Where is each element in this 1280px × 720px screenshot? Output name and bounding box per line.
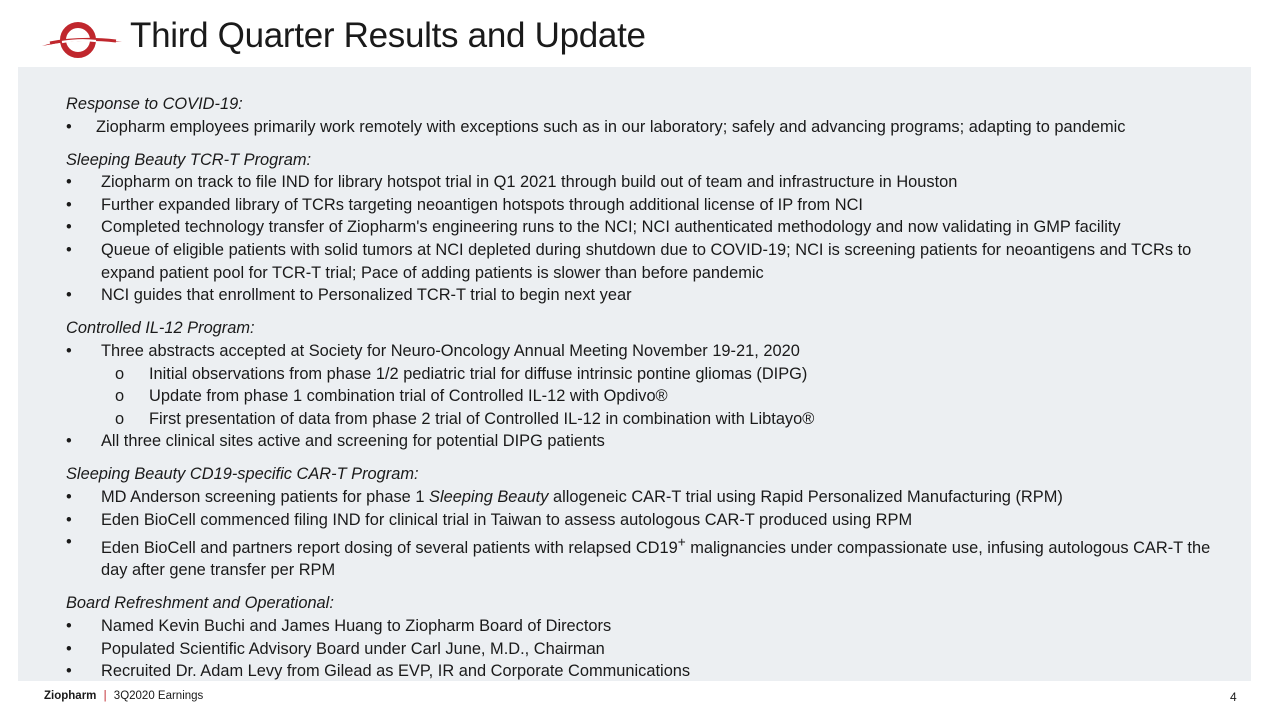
bullet-text bbox=[101, 488, 1063, 506]
bullet-text: NCI guides that enrollment to Personalized TCR-T trial to begin next year bbox=[101, 286, 632, 305]
sub-bullet-item bbox=[66, 408, 1236, 431]
bullet-text: Populated Scientific Advisory Board under Carl June, M.D., Chairman bbox=[101, 639, 605, 658]
bullet-text-part: Eden BioCell and partners report dosing of several patients with relapsed CD19 bbox=[101, 538, 678, 557]
section-il12 bbox=[66, 317, 1236, 453]
footer bbox=[44, 690, 203, 702]
bullet-text bbox=[101, 534, 1211, 580]
section-heading: Sleeping Beauty CD19-specific CAR-T Program: bbox=[66, 465, 419, 484]
bullet-text: Queue of eligible patients with solid tumors at NCI depleted during shutdown due to COVID-19; NCI is screening patients for neoantigens and TCRs to expand patient pool for TCR-T trial; Pace of adding patients is slower than before pandemic bbox=[101, 241, 1192, 282]
bullet-text: Eden BioCell commenced filing IND for clinical trial in Taiwan to assess autologous CAR-T produced using RPM bbox=[101, 510, 913, 529]
section-heading: Response to COVID-19: bbox=[66, 95, 243, 113]
bullet-icon: • bbox=[66, 639, 72, 658]
section-board bbox=[66, 592, 1236, 682]
bullet-icon: • bbox=[66, 662, 72, 681]
section-tcrt bbox=[66, 149, 1236, 307]
bullet-item bbox=[66, 660, 1236, 683]
update-content bbox=[66, 93, 1236, 693]
sub-bullet-text: Initial observations from phase 1/2 pediatric trial for diffuse intrinsic pontine gliomas (DIPG) bbox=[149, 364, 808, 383]
bullet-icon: • bbox=[66, 432, 72, 451]
bullet-icon: • bbox=[66, 341, 72, 360]
bullet-item bbox=[66, 194, 1236, 217]
bullet-item bbox=[66, 615, 1236, 638]
bullet-item bbox=[66, 284, 1236, 307]
footer-label: 3Q2020 Earnings bbox=[113, 690, 204, 702]
superscript: + bbox=[677, 534, 686, 550]
bullet-text: Ziopharm employees primarily work remotely with exceptions such as in our laboratory; safely and advancing programs; adapting to pandemic bbox=[96, 117, 1126, 136]
sub-bullet-icon: o bbox=[115, 409, 125, 428]
bullet-text: Recruited Dr. Adam Levy from Gilead as EVP, IR and Corporate Communications bbox=[101, 662, 691, 681]
section-heading: Controlled IL-12 Program: bbox=[66, 319, 255, 338]
slide-title: Third Quarter Results and Update bbox=[130, 16, 646, 55]
sub-bullet-item bbox=[66, 363, 1236, 386]
bullet-item bbox=[66, 486, 1236, 509]
section-heading: Sleeping Beauty TCR-T Program: bbox=[66, 150, 312, 169]
bullet-icon: • bbox=[66, 117, 72, 136]
sub-bullet-text: First presentation of data from phase 2 trial of Controlled IL-12 in combination with Libtayo® bbox=[149, 409, 815, 428]
bullet-icon: • bbox=[66, 510, 72, 529]
bullet-item bbox=[66, 340, 1236, 363]
bullet-text: Completed technology transfer of Ziopharm's engineering runs to the NCI; NCI authenticated methodology and now validating in GMP facility bbox=[101, 218, 1121, 237]
bullet-icon: • bbox=[66, 286, 72, 305]
bullet-icon: • bbox=[66, 173, 72, 192]
emphasis-text: Sleeping Beauty bbox=[429, 488, 549, 506]
section-cart bbox=[66, 463, 1236, 581]
bullet-item bbox=[66, 430, 1236, 453]
bullet-text-part: MD Anderson screening patients for phase 1 bbox=[101, 488, 430, 506]
sub-bullet-icon: o bbox=[115, 387, 125, 406]
bullet-item bbox=[66, 531, 1236, 582]
bullet-item bbox=[66, 171, 1236, 194]
section-heading: Board Refreshment and Operational: bbox=[66, 594, 334, 613]
bullet-item bbox=[66, 638, 1236, 661]
sub-bullet-icon: o bbox=[115, 364, 125, 383]
bullet-text-part: malignancies under compassionate use, infusing autologous CAR-T the day after gene transfer per RPM bbox=[101, 538, 1211, 580]
bullet-icon: • bbox=[66, 488, 72, 506]
bullet-text: Further expanded library of TCRs targeting neoantigen hotspots through additional license of IP from NCI bbox=[101, 195, 863, 214]
bullet-text: Three abstracts accepted at Society for Neuro-Oncology Annual Meeting November 19-21, 2020 bbox=[101, 341, 800, 360]
bullet-item bbox=[66, 116, 1236, 139]
bullet-icon: • bbox=[66, 195, 72, 214]
ziopharm-logo bbox=[40, 20, 124, 60]
bullet-item bbox=[66, 509, 1236, 532]
section-covid bbox=[66, 93, 1236, 138]
bullet-text: Named Kevin Buchi and James Huang to Ziopharm Board of Directors bbox=[101, 616, 612, 635]
bullet-icon: • bbox=[66, 241, 72, 260]
bullet-text-part: allogeneic CAR-T trial using Rapid Personalized Manufacturing (RPM) bbox=[548, 488, 1063, 506]
bullet-text: Ziopharm on track to file IND for library hotspot trial in Q1 2021 through build out of team and infrastructure in Houston bbox=[101, 173, 958, 192]
footer-separator: | bbox=[103, 690, 107, 702]
bullet-item bbox=[66, 239, 1236, 284]
bullet-icon: • bbox=[66, 218, 72, 237]
sub-bullet-text: Update from phase 1 combination trial of Controlled IL-12 with Opdivo® bbox=[149, 387, 668, 406]
content-panel bbox=[18, 67, 1251, 681]
footer-brand: Ziopharm bbox=[44, 690, 97, 702]
sub-bullet-item bbox=[66, 385, 1236, 408]
bullet-item bbox=[66, 216, 1236, 239]
bullet-icon: • bbox=[66, 533, 72, 552]
page-number: 4 bbox=[1230, 690, 1237, 704]
bullet-text: All three clinical sites active and screening for potential DIPG patients bbox=[101, 432, 605, 451]
bullet-icon: • bbox=[66, 616, 72, 635]
